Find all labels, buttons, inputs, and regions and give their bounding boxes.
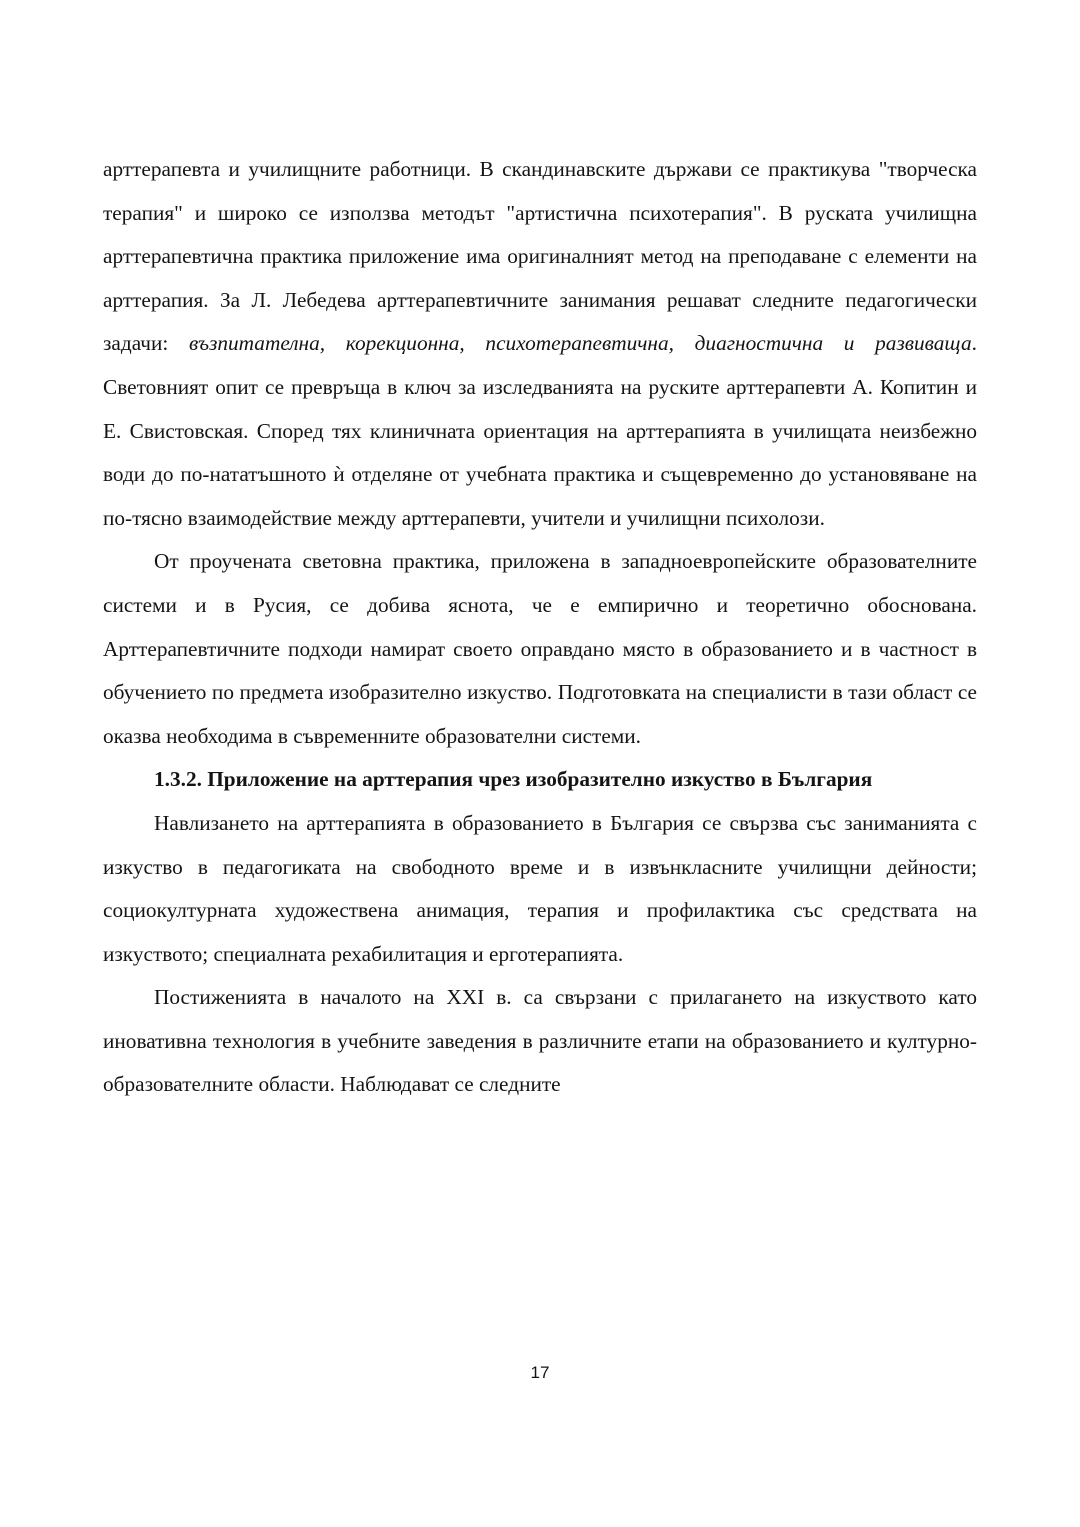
- paragraph-1-text-end: . Световният опит се превръща в ключ за изследванията на руските арттерапевти А. Копитин и Е. Свистовская. Според тях клиничната ориентация на арттерапията в училищата неизбежно води до по-нататъшното ѝ отделяне от учебната практика и същевременно до установяване на по-тясно взаимодействие между арттерапевти, учители и училищни психолози.: [103, 331, 977, 530]
- page-number: 17: [530, 1363, 550, 1382]
- document-page: [103, 148, 977, 1107]
- section-heading: 1.3.2. Приложение на арттерапия чрез изобразително изкуство в България: [154, 767, 873, 792]
- paragraph-1-italic-tasks: възпитателна, корекционна, психотерапевтична, диагностична и развиваща: [189, 331, 972, 356]
- paragraph-1: [103, 148, 977, 540]
- paragraph-3: Навлизането на арттерапията в образованието в България се свързва със заниманията с изкуство в педагогиката на свободното време и в извънкласните училищни дейности; социокултурната художествена анимация, терапия и профилактика със средствата на изкуството; специалната рехабилитация и ерготерапията.: [103, 810, 977, 966]
- paragraph-4: Постиженията в началото на XXI в. са свързани с прилагането на изкуството като иновативна технология в учебните заведения в различните етапи на образованието и културно-образователните области. Наблюдават се следните: [103, 985, 977, 1097]
- paragraph-2: От проучената световна практика, приложена в западноевропейските образователните системи и в Русия, се добива яснота, че е емпирично и теоретично обоснована. Арттерапевтичните подходи намират своето оправдано място в образованието и в частност в обучението по предмета изобразително изкуство. Подготовката на специалисти в тази област се оказва необходима в съвременните образователни системи.: [103, 549, 977, 748]
- paragraph-1-text-start: арттерапевта и училищните работници. В скандинавските държави се практикува "творческа терапия" и широко се използва методът "артистична психотерапия". В руската училищна арттерапевтична практика приложение има оригиналният метод на преподаване с елементи на арттерапия. За Л. Лебедева арттерапевтичните занимания решават следните педагогически задачи:: [103, 157, 977, 356]
